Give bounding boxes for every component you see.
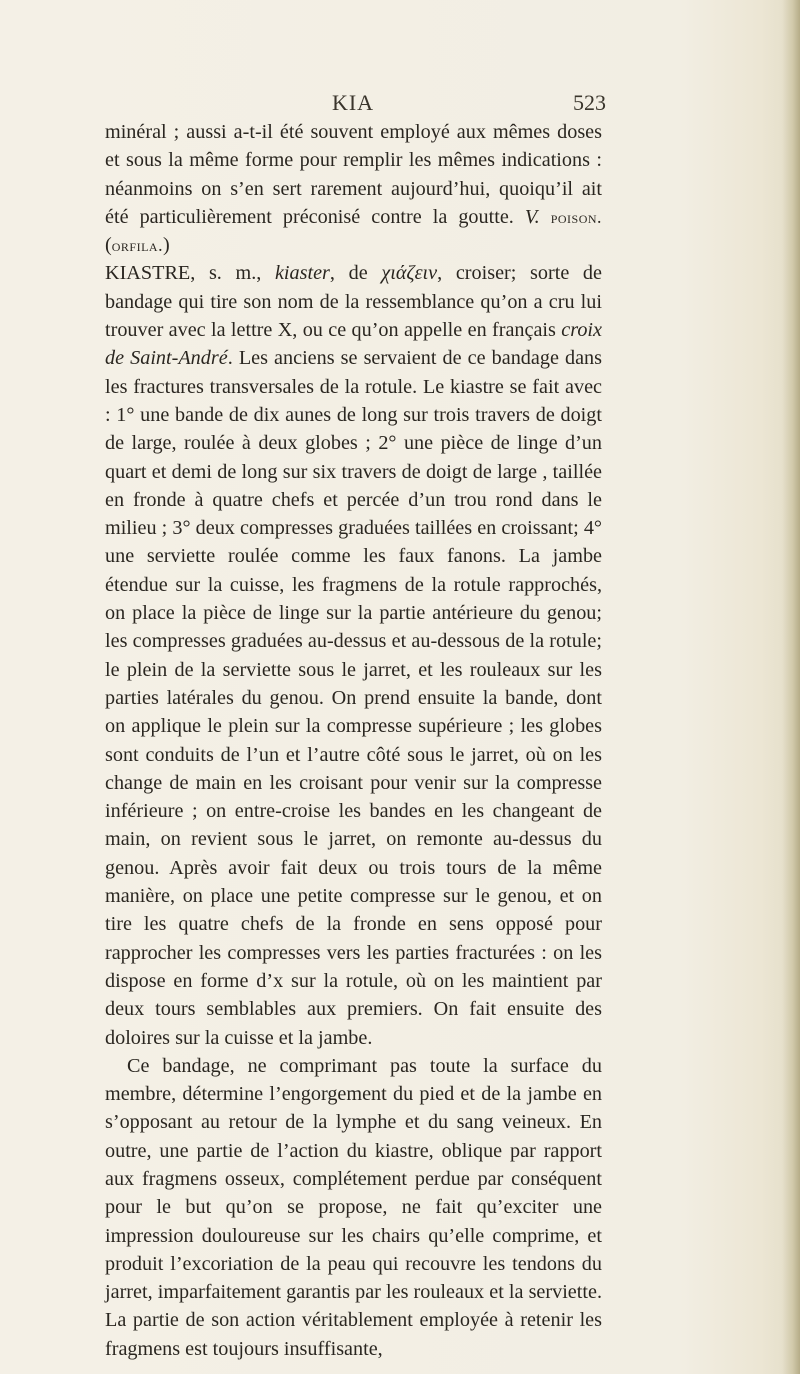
- p1-text: minéral ; aussi a-t-il été souvent employé aux mêmes doses et sous la même forme pour remplir les mêmes indications : néanmoins on s’en sert rarement aujourd’hui, quoiqu’il ait été particulièrement préconisé contre la goutte.: [105, 121, 602, 228]
- paragraph-2: [105, 259, 602, 1051]
- p1-paren-open: (: [105, 234, 112, 257]
- p2-text-2: . Les anciens se servaient de ce bandage dans les fractures transversales de la rotule. Le kiastre se fait avec : 1° une bande de dix aunes de long sur trois travers de doigt de large, roulée à deux globes ; 2° une pièce de linge d’un quart et demi de long sur six travers de doigt de large , taillée en fronde à quatre chefs et percée d’un trou rond dans le milieu ; 3° deux compresses graduées taillées en croissant; 4° une serviette roulée comme les faux fanons. La jambe étendue sur la cuisse, les fragmens de la rotule rapprochés, on place la pièce de linge sur la partie antérieure du genou; les compresses graduées au-dessus et au-dessous de la rotule; le plein de la serviette sous le jarret, et les rouleaux sur les parties latérales du genou. On prend ensuite la bande, dont on applique le plein sur la compresse supérieure ; les globes sont conduits de l’un et l’autre côté sous le jarret, où on les change de main en les croisant pour venir sur la compresse inférieure ; on entre-croise les bandes en les changeant de main, on revient sous le jarret, on remonte au-dessus du genou. Après avoir fait deux ou trois tours de la même manière, on place une petite compresse sur le genou, et on tire les quatre chefs de la fronde en sens opposé pour rapprocher les compresses vers les parties fracturées : on les dispose en forme d’x sur la rotule, où on les maintient par deux tours semblables aux premiers. On fait ensuite des doloires sur la cuisse et la jambe.: [105, 347, 602, 1049]
- paragraph-3: Ce bandage, ne comprimant pas toute la surface du membre, détermine l’engorgement du pied et de la jambe en s’opposant au retour de la lymphe et du sang veineux. En outre, une partie de l’action du kiastre, oblique par rapport aux fragmens osseux, complétement perdue par conséquent pour le but qu’on se propose, ne fait qu’exciter une impression douloureuse sur les chairs qu’elle comprime, et produit l’excoriation de la peau qui recouvre les tendons du jarret, imparfaitement garantis par les rouleaux et la serviette. La partie de son action véritablement employée à retenir les fragmens est toujours insuffisante,: [105, 1054, 602, 1360]
- paragraph-1: [105, 118, 602, 259]
- p1-space: [540, 206, 551, 228]
- p2-text-1: , croiser; sorte de bandage qui tire son nom de la ressemblance qu’on a cru lui trouver avec la lettre X, ou ce qu’on appelle en français: [105, 262, 602, 342]
- body-text: [105, 118, 602, 1363]
- running-head: KIA: [331, 90, 375, 115]
- p2-de: , de: [329, 262, 382, 285]
- p2-greek-term: χιάζειν: [381, 262, 438, 285]
- entry-headword: KIASTRE: [105, 262, 191, 285]
- p2-croix-term: croix de Saint-André: [105, 319, 602, 370]
- p2-latin-term: kiaster: [274, 262, 330, 285]
- p1-author: orfila.: [111, 235, 164, 256]
- page-number: 523: [573, 90, 606, 115]
- p1-see-ref: V.: [524, 205, 540, 228]
- p1-paren-close: ): [163, 234, 170, 257]
- p1-poison-ref: poison.: [550, 206, 603, 227]
- p2-grammar: , s. m.,: [190, 262, 275, 285]
- page-header: [108, 90, 606, 120]
- page-binding-edge: [782, 0, 800, 1374]
